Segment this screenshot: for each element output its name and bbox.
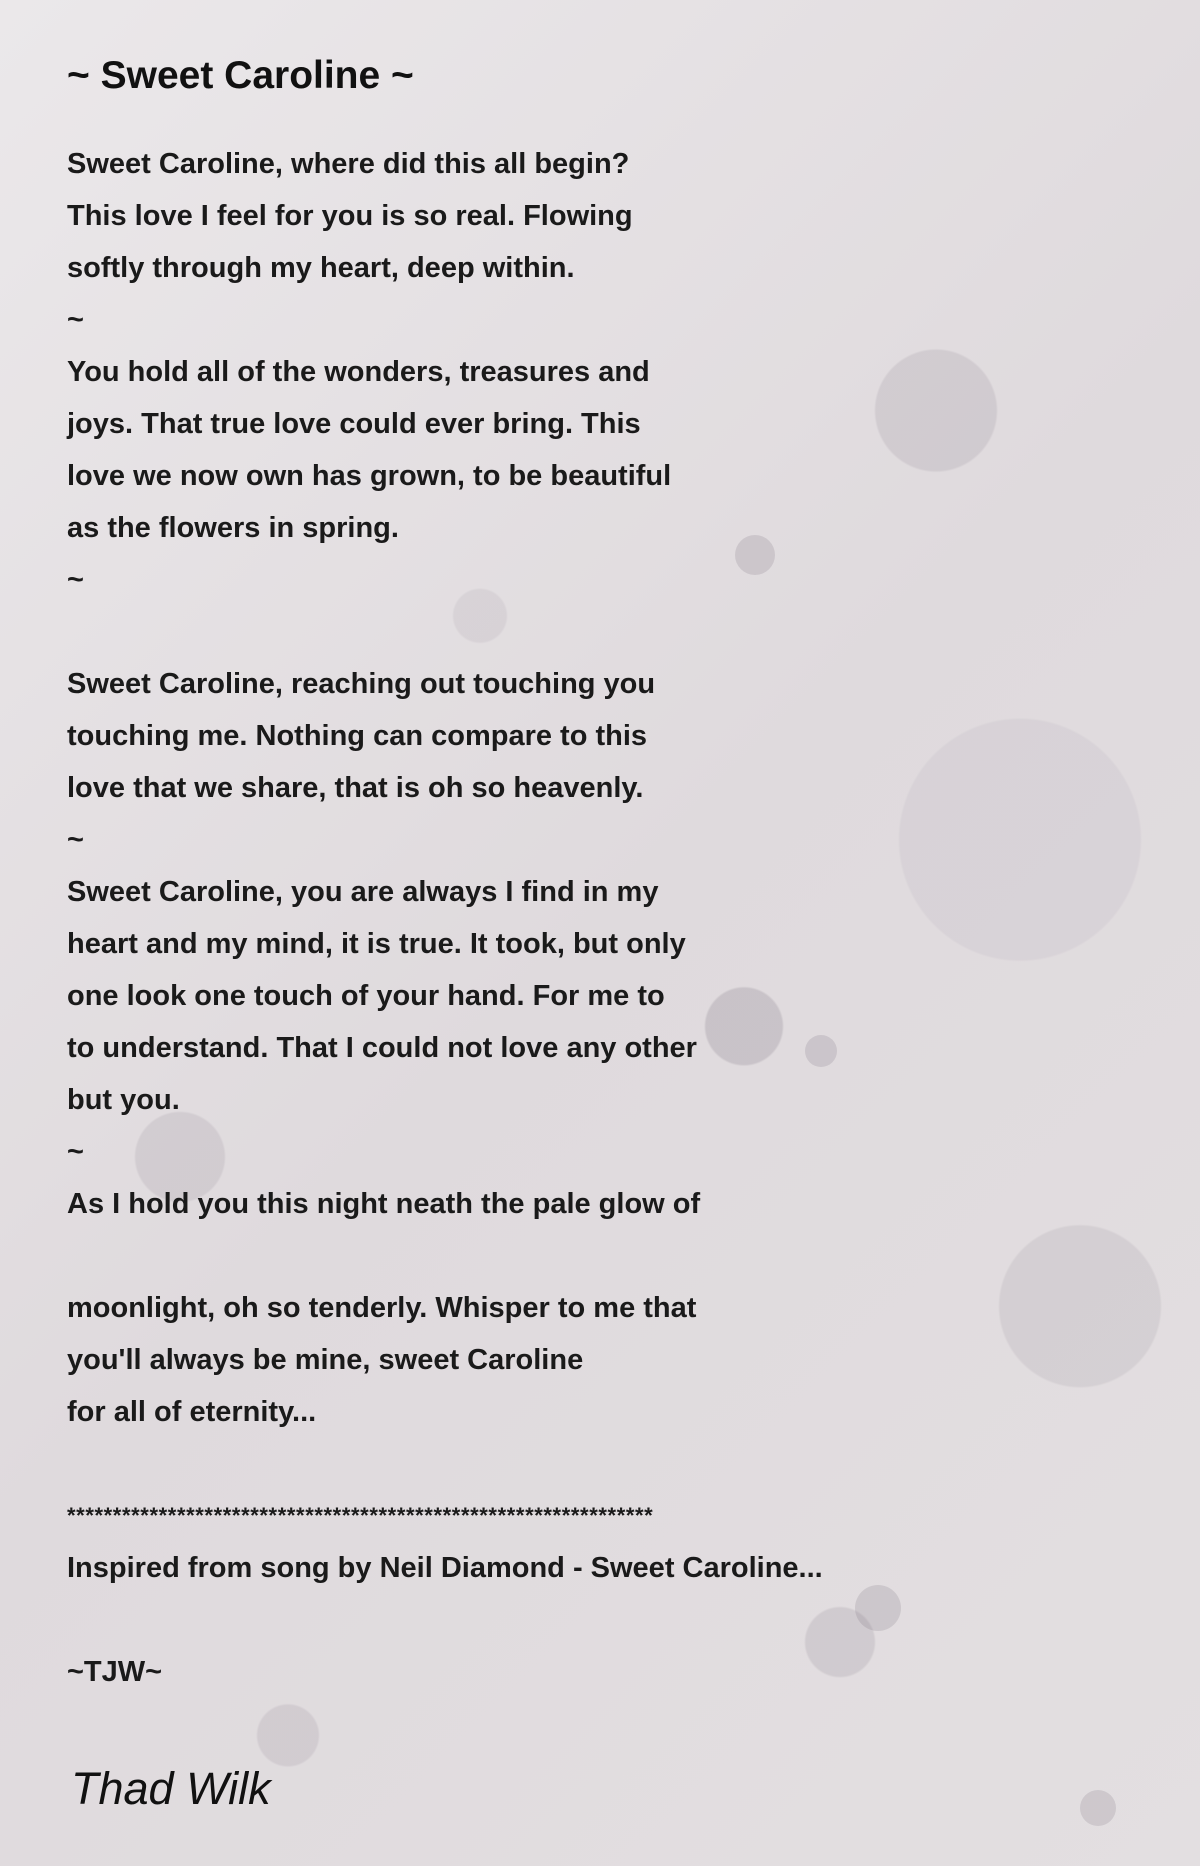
poem-line: ~ <box>67 1136 84 1168</box>
poem-line: touching me. Nothing can compare to this <box>67 720 648 752</box>
poem-line: ~ <box>67 564 84 596</box>
poem-card <box>67 44 1067 1698</box>
poem-line: moonlight, oh so tenderly. Whisper to me that <box>67 1292 697 1324</box>
poem-line: as the flowers in spring. <box>67 512 399 544</box>
poem-line: Inspired from song by Neil Diamond - Sweet Caroline... <box>67 1552 823 1584</box>
poem-line: heart and my mind, it is true. It took, but only <box>67 928 686 960</box>
poem-line: Sweet Caroline, you are always I find in my <box>67 876 659 908</box>
poem-line <box>67 1230 1067 1282</box>
poem-line: softly through my heart, deep within. <box>67 252 575 284</box>
poem-line <box>67 1438 1067 1490</box>
author-signature: Thad Wilk <box>71 1763 271 1814</box>
poem-line: to understand. That I could not love any other <box>67 1032 697 1064</box>
poem-line: for all of eternity... <box>67 1396 317 1428</box>
poem-line: love we now own has grown, to be beautiful <box>67 460 672 492</box>
poem-line: You hold all of the wonders, treasures and <box>67 356 650 388</box>
poem-line: ~ <box>67 824 84 856</box>
poem-line: ~TJW~ <box>67 1656 163 1688</box>
poem-line: Sweet Caroline, reaching out touching you <box>67 668 656 700</box>
poem-line: joys. That true love could ever bring. This <box>67 408 641 440</box>
poem-line: ~ <box>67 304 84 336</box>
poem-body <box>67 138 1067 1698</box>
poem-line: one look one touch of your hand. For me to <box>67 980 665 1012</box>
poem-line <box>67 606 1067 658</box>
poem-title: ~ Sweet Caroline ~ <box>67 54 414 97</box>
poem-line: love that we share, that is oh so heavenly. <box>67 772 644 804</box>
poem-line <box>67 1594 1067 1646</box>
poem-line: but you. <box>67 1084 180 1116</box>
poem-line: This love I feel for you is so real. Flowing <box>67 200 633 232</box>
poem-line: As I hold you this night neath the pale glow of <box>67 1188 701 1220</box>
poem-line: you'll always be mine, sweet Caroline <box>67 1344 584 1376</box>
poem-line: Sweet Caroline, where did this all begin? <box>67 148 630 180</box>
poem-line: **************************************************************** <box>67 1503 654 1528</box>
ink-blot <box>1080 1790 1116 1826</box>
